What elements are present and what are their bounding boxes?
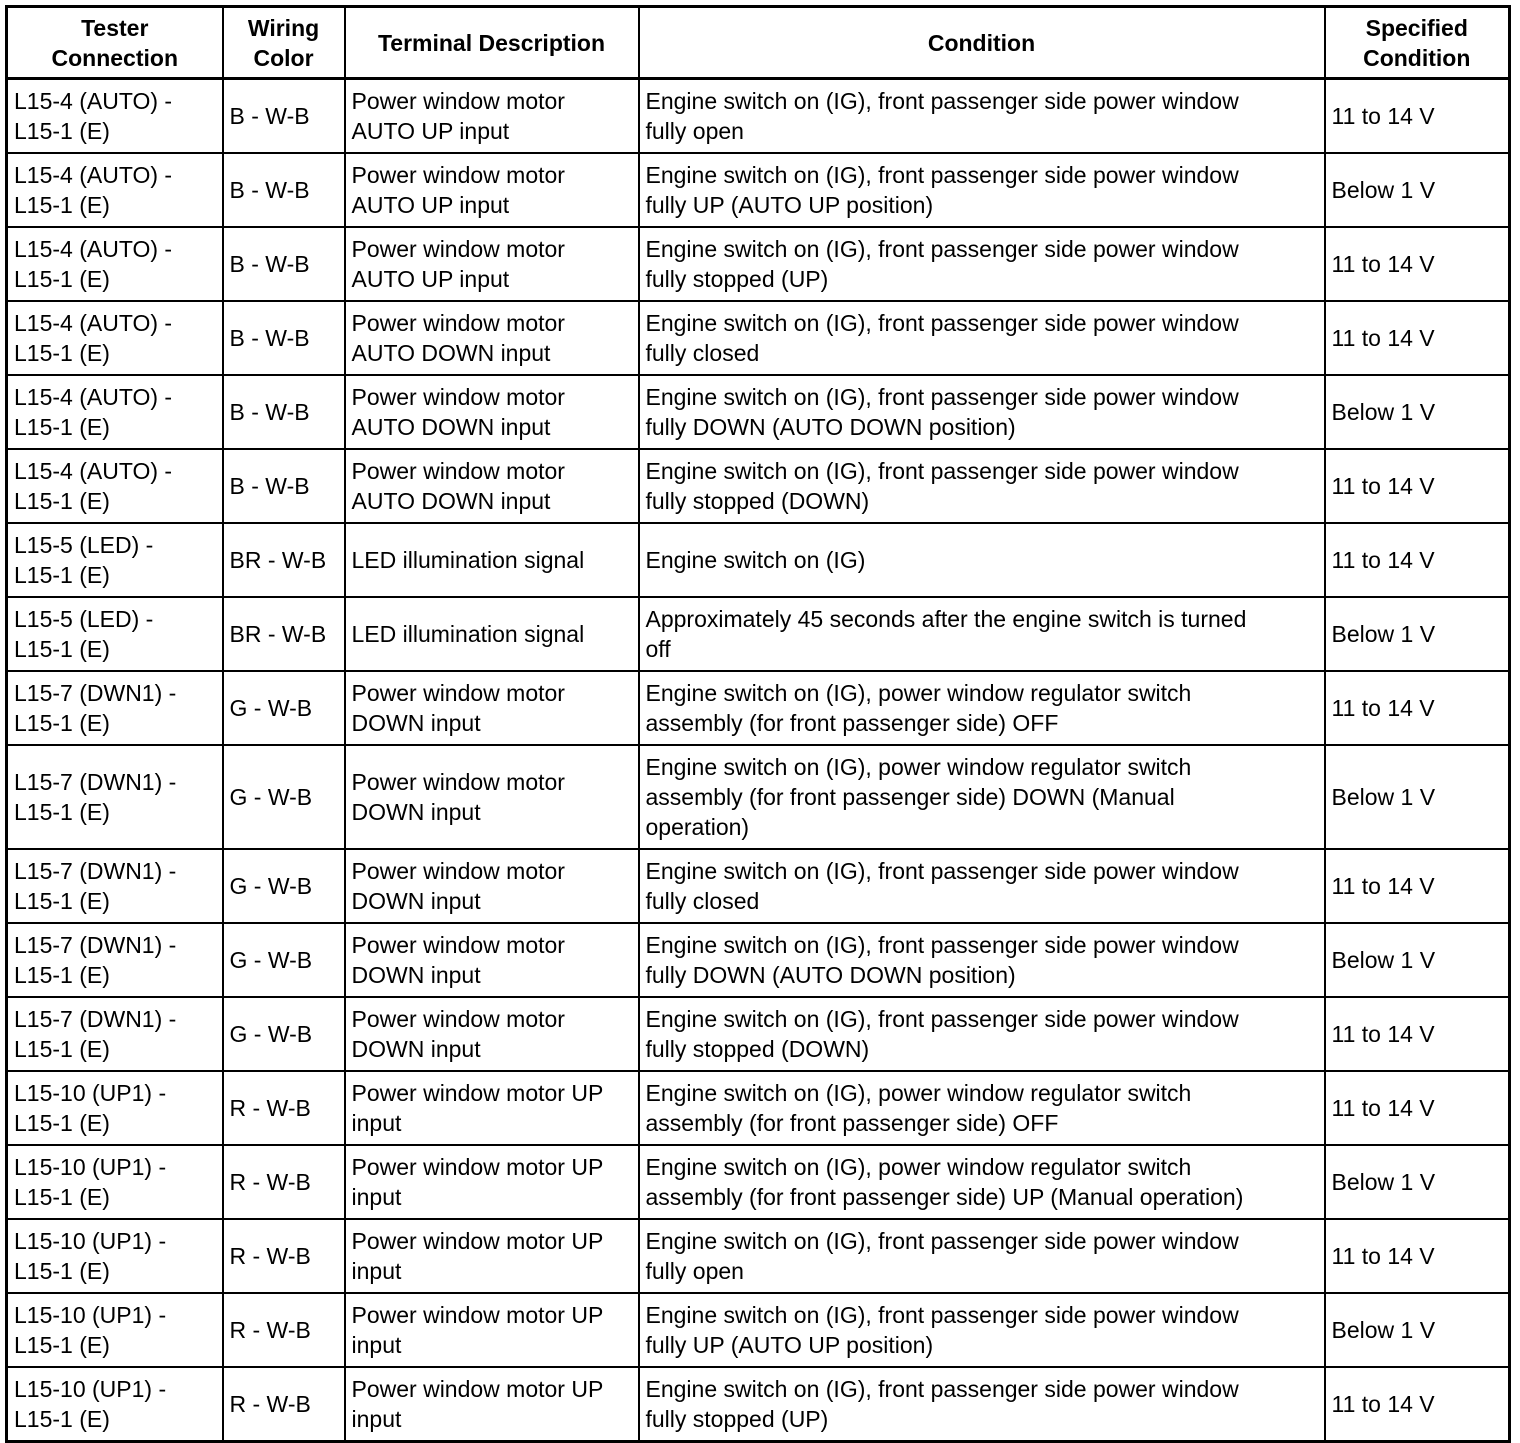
table-row xyxy=(7,301,1510,375)
wiring-color-cell: B - W-B xyxy=(223,301,345,375)
terminal-description-cell xyxy=(345,1293,639,1367)
condition-cell-line: fully DOWN (AUTO DOWN position) xyxy=(645,414,1016,440)
tester-connection-cell-line: L15-5 (LED) - xyxy=(14,606,154,632)
tester-connection-cell-line: L15-1 (E) xyxy=(14,1332,110,1358)
terminal-description-cell-line: input xyxy=(351,1258,402,1284)
condition-cell-line: Engine switch on (IG), front passenger side power window xyxy=(645,1302,1239,1328)
wiring-color-cell: G - W-B xyxy=(223,923,345,997)
table-header xyxy=(7,7,1510,79)
terminal-description-cell xyxy=(345,227,639,301)
condition-cell-line: Engine switch on (IG), front passenger side power window xyxy=(645,310,1239,336)
specified-condition-cell: Below 1 V xyxy=(1325,375,1510,449)
specified-condition-cell: 11 to 14 V xyxy=(1325,849,1510,923)
terminal-description-cell-line: Power window motor xyxy=(351,310,565,336)
terminal-description-cell-line: Power window motor xyxy=(351,769,565,795)
table-row xyxy=(7,1145,1510,1219)
terminal-description-cell-line: Power window motor UP xyxy=(351,1376,604,1402)
tester-connection-cell-line: L15-1 (E) xyxy=(14,799,110,825)
tester-connection-cell-line: L15-1 (E) xyxy=(14,962,110,988)
terminal-description-cell-line: Power window motor xyxy=(351,458,565,484)
terminal-description-cell xyxy=(345,1145,639,1219)
condition-cell-line: fully open xyxy=(645,1258,744,1284)
condition-cell-line: fully UP (AUTO UP position) xyxy=(645,1332,934,1358)
condition-cell xyxy=(639,849,1325,923)
condition-cell-line: fully stopped (DOWN) xyxy=(645,1036,870,1062)
specified-condition-cell: Below 1 V xyxy=(1325,923,1510,997)
condition-cell-line: Engine switch on (IG), front passenger side power window xyxy=(645,1228,1239,1254)
header-terminal-description: Terminal Description xyxy=(345,7,639,79)
terminal-description-cell-line: Power window motor xyxy=(351,932,565,958)
terminal-description-cell-line: Power window motor UP xyxy=(351,1302,604,1328)
condition-cell-line: Engine switch on (IG), power window regulator switch xyxy=(645,1154,1192,1180)
tester-connection-cell-line: L15-7 (DWN1) - xyxy=(14,1006,177,1032)
condition-cell-line: fully UP (AUTO UP position) xyxy=(645,192,934,218)
tester-connection-cell-line: L15-4 (AUTO) - xyxy=(14,162,173,188)
header-wiring-color-line2: Color xyxy=(253,44,314,71)
tester-connection-cell-line: L15-7 (DWN1) - xyxy=(14,769,177,795)
table-row xyxy=(7,1367,1510,1442)
specified-condition-cell: Below 1 V xyxy=(1325,745,1510,849)
table-row xyxy=(7,997,1510,1071)
specified-condition-cell: Below 1 V xyxy=(1325,1293,1510,1367)
tester-connection-cell-line: L15-7 (DWN1) - xyxy=(14,932,177,958)
condition-cell-line: Engine switch on (IG), power window regulator switch xyxy=(645,754,1192,780)
specified-condition-cell: 11 to 14 V xyxy=(1325,449,1510,523)
header-specified-condition xyxy=(1325,7,1510,79)
condition-cell-line: fully stopped (UP) xyxy=(645,266,829,292)
condition-cell-line: Engine switch on (IG), power window regulator switch xyxy=(645,1080,1192,1106)
tester-connection-cell-line: L15-1 (E) xyxy=(14,1258,110,1284)
tester-connection-cell xyxy=(7,301,223,375)
tester-connection-cell-line: L15-1 (E) xyxy=(14,562,110,588)
terminal-description-cell xyxy=(345,597,639,671)
table-row xyxy=(7,1071,1510,1145)
condition-cell-line: Engine switch on (IG), front passenger side power window xyxy=(645,1376,1239,1402)
tester-connection-cell xyxy=(7,671,223,745)
table-row xyxy=(7,79,1510,154)
terminal-description-cell-line: Power window motor xyxy=(351,1006,565,1032)
tester-connection-cell xyxy=(7,849,223,923)
tester-connection-cell-line: L15-1 (E) xyxy=(14,1036,110,1062)
wiring-color-cell: BR - W-B xyxy=(223,523,345,597)
condition-cell-line: fully DOWN (AUTO DOWN position) xyxy=(645,962,1016,988)
terminal-description-cell xyxy=(345,79,639,154)
condition-cell-line: Engine switch on (IG), front passenger side power window xyxy=(645,162,1239,188)
wiring-color-cell: R - W-B xyxy=(223,1071,345,1145)
table-row xyxy=(7,375,1510,449)
specified-condition-cell: Below 1 V xyxy=(1325,597,1510,671)
condition-cell xyxy=(639,671,1325,745)
condition-cell-line: Approximately 45 seconds after the engine switch is turned xyxy=(645,606,1247,632)
tester-connection-cell-line: L15-4 (AUTO) - xyxy=(14,458,173,484)
terminal-description-cell xyxy=(345,745,639,849)
tester-connection-cell-line: L15-1 (E) xyxy=(14,636,110,662)
tester-connection-cell-line: L15-1 (E) xyxy=(14,710,110,736)
specified-condition-cell: 11 to 14 V xyxy=(1325,671,1510,745)
terminal-description-cell-line: Power window motor UP xyxy=(351,1228,604,1254)
header-wiring-color-line1: Wiring xyxy=(247,14,320,41)
terminal-description-cell-line: AUTO DOWN input xyxy=(351,340,551,366)
terminal-description-cell xyxy=(345,1367,639,1442)
condition-cell xyxy=(639,1367,1325,1442)
tester-connection-cell-line: L15-1 (E) xyxy=(14,1406,110,1432)
header-tester-connection xyxy=(7,7,223,79)
terminal-description-cell xyxy=(345,849,639,923)
condition-cell xyxy=(639,227,1325,301)
wiring-color-cell: B - W-B xyxy=(223,79,345,154)
tester-connection-cell xyxy=(7,523,223,597)
table-row xyxy=(7,1293,1510,1367)
condition-cell xyxy=(639,923,1325,997)
tester-connection-cell-line: L15-4 (AUTO) - xyxy=(14,384,173,410)
header-tester-connection-line2: Connection xyxy=(51,44,178,71)
condition-cell-line: Engine switch on (IG), front passenger side power window xyxy=(645,236,1239,262)
wiring-color-cell: B - W-B xyxy=(223,153,345,227)
terminal-description-cell-line: Power window motor xyxy=(351,162,565,188)
wiring-color-cell: G - W-B xyxy=(223,997,345,1071)
tester-connection-cell-line: L15-10 (UP1) - xyxy=(14,1080,167,1106)
terminal-description-cell xyxy=(345,997,639,1071)
terminal-description-cell xyxy=(345,375,639,449)
header-specified-condition-line1: Specified xyxy=(1365,14,1468,41)
terminal-description-cell-line: Power window motor xyxy=(351,88,565,114)
terminal-description-cell-line: input xyxy=(351,1110,402,1136)
terminal-description-cell-line: DOWN input xyxy=(351,962,481,988)
tester-connection-cell-line: L15-7 (DWN1) - xyxy=(14,858,177,884)
table-row xyxy=(7,745,1510,849)
wiring-color-cell: R - W-B xyxy=(223,1219,345,1293)
tester-connection-cell xyxy=(7,923,223,997)
tester-connection-cell xyxy=(7,745,223,849)
terminal-description-cell-line: input xyxy=(351,1332,402,1358)
header-condition: Condition xyxy=(639,7,1325,79)
tester-connection-cell xyxy=(7,1071,223,1145)
tester-connection-cell-line: L15-1 (E) xyxy=(14,1110,110,1136)
terminal-description-cell xyxy=(345,671,639,745)
tester-connection-cell-line: L15-10 (UP1) - xyxy=(14,1376,167,1402)
condition-cell xyxy=(639,1145,1325,1219)
terminal-description-cell xyxy=(345,1071,639,1145)
table-row xyxy=(7,849,1510,923)
wiring-color-cell: R - W-B xyxy=(223,1145,345,1219)
condition-cell xyxy=(639,1293,1325,1367)
condition-cell xyxy=(639,449,1325,523)
condition-cell xyxy=(639,997,1325,1071)
specified-condition-cell: 11 to 14 V xyxy=(1325,1071,1510,1145)
condition-cell xyxy=(639,597,1325,671)
condition-cell xyxy=(639,79,1325,154)
terminal-description-cell xyxy=(345,301,639,375)
condition-cell-line: Engine switch on (IG), front passenger side power window xyxy=(645,1006,1239,1032)
terminal-description-cell-line: AUTO UP input xyxy=(351,118,510,144)
tester-connection-cell-line: L15-1 (E) xyxy=(14,888,110,914)
condition-cell-line: Engine switch on (IG), front passenger side power window xyxy=(645,932,1239,958)
tester-connection-cell xyxy=(7,1219,223,1293)
tester-connection-cell-line: L15-10 (UP1) - xyxy=(14,1302,167,1328)
condition-cell-line: assembly (for front passenger side) OFF xyxy=(645,1110,1059,1136)
tester-connection-cell-line: L15-1 (E) xyxy=(14,340,110,366)
table-row xyxy=(7,227,1510,301)
terminal-description-cell-line: Power window motor xyxy=(351,384,565,410)
header-row xyxy=(7,7,1510,79)
condition-cell-line: Engine switch on (IG), front passenger side power window xyxy=(645,384,1239,410)
condition-cell xyxy=(639,153,1325,227)
terminal-description-cell-line: AUTO DOWN input xyxy=(351,414,551,440)
terminal-description-cell-line: DOWN input xyxy=(351,799,481,825)
header-specified-condition-line2: Condition xyxy=(1363,44,1471,71)
tester-connection-cell-line: L15-1 (E) xyxy=(14,488,110,514)
table-row xyxy=(7,923,1510,997)
table-row xyxy=(7,1219,1510,1293)
wiring-color-cell: G - W-B xyxy=(223,745,345,849)
table-row xyxy=(7,153,1510,227)
terminal-description-cell xyxy=(345,153,639,227)
tester-connection-cell-line: L15-1 (E) xyxy=(14,118,110,144)
terminal-description-cell-line: AUTO UP input xyxy=(351,266,510,292)
tester-connection-cell xyxy=(7,153,223,227)
condition-cell-line: Engine switch on (IG), power window regulator switch xyxy=(645,680,1192,706)
tester-connection-cell-line: L15-1 (E) xyxy=(14,414,110,440)
condition-cell-line: fully stopped (UP) xyxy=(645,1406,829,1432)
wiring-color-cell: G - W-B xyxy=(223,671,345,745)
specified-condition-cell: 11 to 14 V xyxy=(1325,79,1510,154)
terminal-description-cell-line: DOWN input xyxy=(351,888,481,914)
condition-cell-line: assembly (for front passenger side) UP (Manual operation) xyxy=(645,1184,1244,1210)
condition-cell-line: fully stopped (DOWN) xyxy=(645,488,870,514)
tester-connection-cell-line: L15-10 (UP1) - xyxy=(14,1154,167,1180)
header-wiring-color xyxy=(223,7,345,79)
table-body xyxy=(7,79,1510,1442)
wiring-color-cell: R - W-B xyxy=(223,1367,345,1442)
wiring-color-cell: R - W-B xyxy=(223,1293,345,1367)
terminal-description-cell-line: DOWN input xyxy=(351,710,481,736)
terminal-description-cell-line: input xyxy=(351,1406,402,1432)
condition-cell xyxy=(639,523,1325,597)
terminal-description-cell-line: LED illumination signal xyxy=(351,547,585,573)
specified-condition-cell: 11 to 14 V xyxy=(1325,227,1510,301)
tester-connection-cell xyxy=(7,449,223,523)
table-row xyxy=(7,523,1510,597)
table-row xyxy=(7,597,1510,671)
tester-connection-cell-line: L15-5 (LED) - xyxy=(14,532,154,558)
tester-connection-cell xyxy=(7,1367,223,1442)
terminal-description-cell xyxy=(345,523,639,597)
terminal-inspection-table xyxy=(5,5,1511,1443)
terminal-description-cell-line: AUTO UP input xyxy=(351,192,510,218)
tester-connection-cell-line: L15-1 (E) xyxy=(14,192,110,218)
terminal-description-cell-line: Power window motor xyxy=(351,236,565,262)
terminal-description-cell xyxy=(345,1219,639,1293)
specified-condition-cell: Below 1 V xyxy=(1325,1145,1510,1219)
wiring-color-cell: B - W-B xyxy=(223,449,345,523)
condition-cell-line: operation) xyxy=(645,814,750,840)
condition-cell xyxy=(639,1071,1325,1145)
condition-cell-line: assembly (for front passenger side) DOWN (Manual xyxy=(645,784,1175,810)
condition-cell-line: Engine switch on (IG), front passenger side power window xyxy=(645,88,1239,114)
terminal-description-cell-line: input xyxy=(351,1184,402,1210)
table-row xyxy=(7,671,1510,745)
terminal-description-cell-line: AUTO DOWN input xyxy=(351,488,551,514)
tester-connection-cell-line: L15-4 (AUTO) - xyxy=(14,236,173,262)
tester-connection-cell-line: L15-1 (E) xyxy=(14,1184,110,1210)
tester-connection-cell-line: L15-10 (UP1) - xyxy=(14,1228,167,1254)
condition-cell-line: fully closed xyxy=(645,340,760,366)
tester-connection-cell xyxy=(7,79,223,154)
tester-connection-cell xyxy=(7,375,223,449)
condition-cell-line: fully open xyxy=(645,118,744,144)
specified-condition-cell: 11 to 14 V xyxy=(1325,301,1510,375)
terminal-description-cell xyxy=(345,923,639,997)
specified-condition-cell: Below 1 V xyxy=(1325,153,1510,227)
terminal-description-cell-line: Power window motor xyxy=(351,680,565,706)
tester-connection-cell-line: L15-1 (E) xyxy=(14,266,110,292)
tester-connection-cell xyxy=(7,997,223,1071)
wiring-color-cell: B - W-B xyxy=(223,375,345,449)
tester-connection-cell xyxy=(7,1145,223,1219)
terminal-description-cell-line: LED illumination signal xyxy=(351,621,585,647)
tester-connection-cell-line: L15-7 (DWN1) - xyxy=(14,680,177,706)
condition-cell xyxy=(639,745,1325,849)
wiring-color-cell: BR - W-B xyxy=(223,597,345,671)
condition-cell-line: Engine switch on (IG) xyxy=(645,547,866,573)
condition-cell-line: fully closed xyxy=(645,888,760,914)
wiring-color-cell: G - W-B xyxy=(223,849,345,923)
condition-cell xyxy=(639,375,1325,449)
terminal-description-cell-line: DOWN input xyxy=(351,1036,481,1062)
specified-condition-cell: 11 to 14 V xyxy=(1325,523,1510,597)
terminal-description-cell-line: Power window motor UP xyxy=(351,1080,604,1106)
tester-connection-cell-line: L15-4 (AUTO) - xyxy=(14,310,173,336)
condition-cell xyxy=(639,301,1325,375)
terminal-description-cell-line: Power window motor UP xyxy=(351,1154,604,1180)
condition-cell-line: assembly (for front passenger side) OFF xyxy=(645,710,1059,736)
specified-condition-cell: 11 to 14 V xyxy=(1325,1219,1510,1293)
tester-connection-cell-line: L15-4 (AUTO) - xyxy=(14,88,173,114)
tester-connection-cell xyxy=(7,227,223,301)
condition-cell-line: Engine switch on (IG), front passenger side power window xyxy=(645,858,1239,884)
condition-cell-line: Engine switch on (IG), front passenger side power window xyxy=(645,458,1239,484)
header-tester-connection-line1: Tester xyxy=(81,14,149,41)
specified-condition-cell: 11 to 14 V xyxy=(1325,1367,1510,1442)
tester-connection-cell xyxy=(7,1293,223,1367)
specified-condition-cell: 11 to 14 V xyxy=(1325,997,1510,1071)
terminal-description-cell-line: Power window motor xyxy=(351,858,565,884)
terminal-description-cell xyxy=(345,449,639,523)
tester-connection-cell xyxy=(7,597,223,671)
condition-cell-line: off xyxy=(645,636,671,662)
wiring-color-cell: B - W-B xyxy=(223,227,345,301)
table-row xyxy=(7,449,1510,523)
condition-cell xyxy=(639,1219,1325,1293)
